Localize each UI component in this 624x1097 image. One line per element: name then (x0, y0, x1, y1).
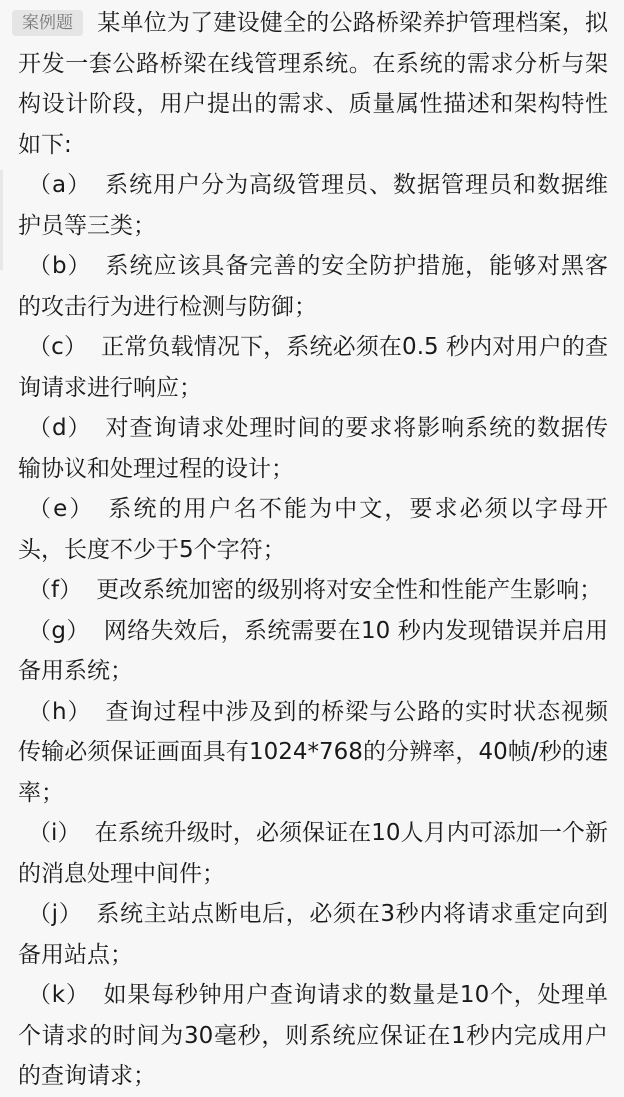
item-text: 网络失效后，系统需要在10 秒内发现错误并启用备用系统； (18, 617, 608, 684)
item-label: （d） (28, 415, 92, 441)
requirement-item-d (18, 408, 608, 489)
requirement-item-c (18, 327, 608, 408)
item-label: （h） (28, 698, 92, 725)
item-text: 在系统升级时，必须保证在10人月内可添加一个新的消息处理中间件； (18, 820, 608, 887)
item-text: 对查询请求处理时间的要求将影响系统的数据传输协议和处理过程的设计； (18, 415, 609, 482)
requirement-item-k (18, 975, 608, 1097)
question-type-badge: 案例题 (12, 10, 83, 36)
requirement-item-g (18, 611, 608, 692)
item-text: 系统主站点断电后，必须在3秒内将请求重定向到备用站点； (18, 901, 608, 968)
item-text: 查询过程中涉及到的桥梁与公路的实时状态视频传输必须保证画面具有1024*768的分辨率，40帧/秒的速率； (18, 698, 609, 806)
item-label: （b） (28, 253, 92, 279)
item-text: 正常负载情况下，系统必须在0.5 秒内对用户的查询请求进行响应； (18, 334, 609, 401)
question-intro (18, 3, 608, 165)
item-label: （a） (28, 172, 92, 198)
item-text: 如果每秒钟用户查询请求的数量是10个，处理单个请求的时间为30毫秒，则系统应保证在1秒内完成用户的查询请求； (18, 982, 608, 1089)
requirement-item-f (18, 570, 608, 611)
item-text: 更改系统加密的级别将对安全性和性能产生影响； (96, 577, 603, 603)
item-label: （j） (28, 901, 83, 927)
item-label: （g） (28, 617, 90, 644)
item-label: （i） (28, 820, 81, 846)
item-label: （c） (28, 334, 88, 360)
requirement-item-a (18, 165, 608, 246)
intro-text: 某单位为了建设健全的公路桥梁养护管理档案，拟开发一套公路桥梁在线管理系统。在系统的需求分析与架构设计阶段，用户提出的需求、质量属性描述和架构特性如下: (18, 10, 608, 158)
requirement-item-j (18, 894, 608, 975)
item-text: 系统用户分为高级管理员、数据管理员和数据维护员等三类； (18, 172, 608, 239)
item-text: 系统的用户名不能为中文，要求必须以字母开头，长度不少于5个字符； (18, 496, 608, 563)
requirement-item-i (18, 813, 608, 894)
scroll-edge (0, 170, 3, 270)
item-label: （k） (28, 982, 90, 1008)
requirement-item-h (18, 692, 608, 814)
requirement-item-b (18, 246, 608, 327)
item-text: 系统应该具备完善的安全防护措施，能够对黑客的攻击行为进行检测与防御； (18, 253, 609, 320)
item-label: （f） (28, 577, 83, 603)
requirement-item-e (18, 489, 608, 570)
item-label: （e） (28, 496, 95, 522)
